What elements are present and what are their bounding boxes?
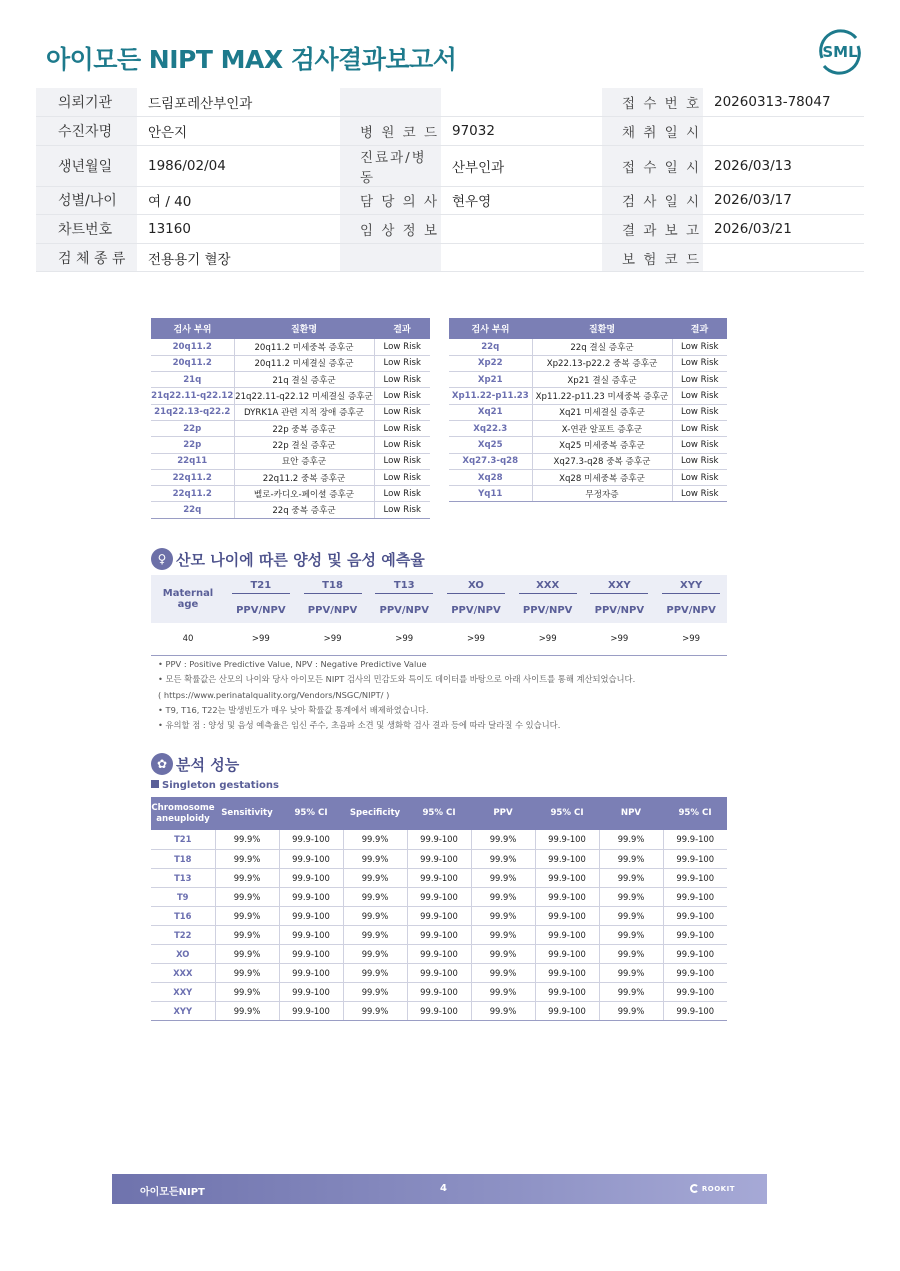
perf-value-cell: 99.9-100 [407, 849, 471, 868]
perf-value-cell: 99.9% [471, 982, 535, 1001]
perf-value-cell: 99.9% [343, 1001, 407, 1020]
table-row [449, 469, 727, 485]
table-row [449, 453, 727, 469]
maternal-age-header: Maternal age [151, 575, 225, 623]
result-cell: Low Risk [374, 420, 430, 436]
col-result: 결과 [374, 318, 430, 339]
info-value [441, 88, 602, 117]
perf-value-cell: 99.9-100 [407, 963, 471, 982]
perf-col-header: NPV [599, 797, 663, 830]
aneuploidy-cell: T18 [151, 849, 215, 868]
patient-info-table [36, 88, 864, 272]
ppv-col-header: XXY [584, 575, 656, 599]
perf-value-cell: 99.9% [343, 906, 407, 925]
info-value: 97032 [441, 117, 602, 146]
table-row [151, 849, 727, 868]
ppv-value: >99 [225, 623, 297, 655]
col-result: 결과 [672, 318, 727, 339]
info-value: 2026/03/13 [703, 145, 864, 186]
perf-value-cell: 99.9-100 [663, 982, 727, 1001]
table-row [151, 469, 430, 485]
ppv-section-title [151, 548, 425, 570]
region-cell: Xp22 [449, 355, 532, 371]
perf-value-cell: 99.9-100 [279, 963, 343, 982]
perf-value-cell: 99.9-100 [663, 830, 727, 849]
perf-section-title [151, 753, 239, 775]
ppv-value: >99 [368, 623, 440, 655]
pregnant-woman-icon: ♀ [151, 548, 173, 570]
info-value: 여 / 40 [137, 186, 340, 215]
table-row [151, 982, 727, 1001]
region-cell: 21q22.13-q22.2 [151, 404, 234, 420]
ppv-value: >99 [584, 623, 656, 655]
region-cell: 20q11.2 [151, 355, 234, 371]
table-row [449, 486, 727, 502]
table-row [151, 925, 727, 944]
perf-value-cell: 99.9% [599, 906, 663, 925]
info-value: 1986/02/04 [137, 145, 340, 186]
table-row [449, 388, 727, 404]
result-cell: Low Risk [672, 372, 727, 388]
result-cell: Low Risk [672, 486, 727, 502]
table-row [151, 388, 430, 404]
perf-value-cell: 99.9-100 [279, 1001, 343, 1020]
perf-value-cell: 99.9-100 [663, 849, 727, 868]
ppv-col-header: T13 [368, 575, 440, 599]
table-row [151, 944, 727, 963]
perf-value-cell: 99.9-100 [279, 849, 343, 868]
table-row [151, 502, 430, 518]
perf-title-text: 분석 성능 [176, 755, 240, 774]
perf-value-cell: 99.9% [215, 963, 279, 982]
region-cell: 22q11.2 [151, 469, 234, 485]
note-line: • 모든 확률값은 산모의 나이와 당사 아이모든 NIPT 검사의 민감도와 특이도 데이터를 바탕으로 아래 사이트를 통해 계산되었습니다. [158, 674, 636, 685]
table-row [151, 420, 430, 436]
region-cell: Xq28 [449, 469, 532, 485]
region-cell: 22p [151, 420, 234, 436]
ppv-npv-label: PPV/NPV [440, 599, 512, 623]
result-cell: Low Risk [374, 469, 430, 485]
perf-value-cell: 99.9% [343, 887, 407, 906]
disease-cell: Xp21 결실 증후군 [532, 372, 672, 388]
info-value [703, 117, 864, 146]
info-value: 2026/03/21 [703, 215, 864, 244]
disease-cell: 21q22.11-q22.12 미세결실 증후군 [234, 388, 374, 404]
ppv-value: >99 [297, 623, 369, 655]
table-row [151, 1001, 727, 1020]
info-row [36, 215, 864, 244]
perf-value-cell: 99.9% [471, 849, 535, 868]
perf-col-header: 95% CI [279, 797, 343, 830]
table-row [151, 963, 727, 982]
perf-value-cell: 99.9% [343, 944, 407, 963]
perf-value-cell: 99.9-100 [279, 830, 343, 849]
perf-col-header: Specificity [343, 797, 407, 830]
table-row [151, 906, 727, 925]
info-label: 접 수 번 호 [602, 88, 703, 117]
info-value: 산부인과 [441, 145, 602, 186]
result-cell: Low Risk [672, 420, 727, 436]
rookit-logo-icon [690, 1184, 699, 1193]
col-region: 검사 부위 [151, 318, 234, 339]
aneuploidy-cell: T13 [151, 868, 215, 887]
table-row [151, 339, 430, 355]
aneuploidy-cell: XXX [151, 963, 215, 982]
perf-col-header: Chromosome aneuploidy [151, 797, 215, 830]
ppv-col-header: T21 [225, 575, 297, 599]
result-cell: Low Risk [672, 339, 727, 355]
region-cell: 22q [151, 502, 234, 518]
aneuploidy-cell: XYY [151, 1001, 215, 1020]
info-label: 진료과/병동 [340, 145, 441, 186]
disease-cell: 무정자증 [532, 486, 672, 502]
result-cell: Low Risk [374, 339, 430, 355]
table-row [449, 404, 727, 420]
perf-value-cell: 99.9-100 [535, 906, 599, 925]
info-value: 현우영 [441, 186, 602, 215]
perf-value-cell: 99.9% [599, 887, 663, 906]
perf-value-cell: 99.9-100 [407, 925, 471, 944]
perf-value-cell: 99.9% [599, 925, 663, 944]
table-row [151, 453, 430, 469]
perf-value-cell: 99.9% [599, 944, 663, 963]
perf-value-cell: 99.9% [215, 1001, 279, 1020]
ppv-npv-label: PPV/NPV [225, 599, 297, 623]
table-row [449, 420, 727, 436]
perf-value-cell: 99.9-100 [535, 982, 599, 1001]
table-row [151, 830, 727, 849]
perf-value-cell: 99.9-100 [663, 887, 727, 906]
info-label: 결 과 보 고 [602, 215, 703, 244]
perf-value-cell: 99.9% [471, 944, 535, 963]
region-cell: 22q11.2 [151, 486, 234, 502]
result-cell: Low Risk [374, 388, 430, 404]
perf-value-cell: 99.9-100 [407, 1001, 471, 1020]
age-value: 40 [151, 623, 225, 655]
region-cell: Xp11.22-p11.23 [449, 388, 532, 404]
perf-value-cell: 99.9% [343, 830, 407, 849]
risk-table-left [151, 318, 430, 519]
ppv-value: >99 [440, 623, 512, 655]
disease-cell: Xq28 미세중복 증후군 [532, 469, 672, 485]
disease-cell: 22q 결실 증후군 [532, 339, 672, 355]
disease-cell: 벨로-카디오-페이셜 증후군 [234, 486, 374, 502]
perf-value-cell: 99.9-100 [663, 906, 727, 925]
disease-cell: Xp11.22-p11.23 미세중복 증후군 [532, 388, 672, 404]
aneuploidy-cell: T9 [151, 887, 215, 906]
result-cell: Low Risk [672, 437, 727, 453]
result-cell: Low Risk [672, 355, 727, 371]
info-value: 전용용기 혈장 [137, 243, 340, 272]
disease-cell: 20q11.2 미세결실 증후군 [234, 355, 374, 371]
perf-value-cell: 99.9-100 [535, 1001, 599, 1020]
perf-col-header: PPV [471, 797, 535, 830]
info-value [441, 215, 602, 244]
aneuploidy-cell: XO [151, 944, 215, 963]
table-row [151, 355, 430, 371]
info-value: 20260313-78047 [703, 88, 864, 117]
info-label [340, 88, 441, 117]
disease-cell: Xp22.13-p22.2 중복 증후군 [532, 355, 672, 371]
table-row [151, 404, 430, 420]
perf-value-cell: 99.9-100 [407, 830, 471, 849]
result-cell: Low Risk [374, 404, 430, 420]
perf-value-cell: 99.9% [471, 887, 535, 906]
disease-cell: Xq25 미세중복 증후군 [532, 437, 672, 453]
ppv-npv-label: PPV/NPV [297, 599, 369, 623]
perf-value-cell: 99.9-100 [279, 868, 343, 887]
ppv-title-text: 산모 나이에 따른 양성 및 음성 예측율 [176, 550, 425, 569]
perf-value-cell: 99.9% [215, 925, 279, 944]
perf-value-cell: 99.9-100 [663, 944, 727, 963]
aneuploidy-cell: T22 [151, 925, 215, 944]
note-line: • T9, T16, T22는 발생빈도가 매우 낮아 확률값 통계에서 배제하였습니다. [158, 704, 429, 715]
region-cell: Xq25 [449, 437, 532, 453]
perf-value-cell: 99.9% [599, 963, 663, 982]
perf-value-cell: 99.9% [343, 963, 407, 982]
ppv-value: >99 [512, 623, 584, 655]
info-value [441, 243, 602, 272]
info-label: 의뢰기관 [36, 88, 137, 117]
perf-value-cell: 99.9-100 [663, 963, 727, 982]
ppv-value: >99 [655, 623, 727, 655]
result-cell: Low Risk [672, 453, 727, 469]
disease-cell: 22q 중복 증후군 [234, 502, 374, 518]
perf-value-cell: 99.9-100 [535, 849, 599, 868]
perf-value-cell: 99.9% [215, 887, 279, 906]
result-cell: Low Risk [374, 486, 430, 502]
result-cell: Low Risk [672, 404, 727, 420]
ppv-col-header: XYY [655, 575, 727, 599]
table-row [151, 887, 727, 906]
info-label: 생년월일 [36, 145, 137, 186]
table-row [449, 372, 727, 388]
performance-table [151, 797, 727, 1021]
col-disease: 질환명 [234, 318, 374, 339]
ppv-table [151, 575, 727, 656]
info-label: 병 원 코 드 [340, 117, 441, 146]
perf-value-cell: 99.9% [215, 982, 279, 1001]
perf-value-cell: 99.9% [471, 925, 535, 944]
info-label: 보 험 코 드 [602, 243, 703, 272]
microscope-icon: ✿ [151, 753, 173, 775]
perf-value-cell: 99.9% [215, 830, 279, 849]
info-label: 담 당 의 사 [340, 186, 441, 215]
perf-col-header: 95% CI [663, 797, 727, 830]
table-row [151, 372, 430, 388]
perf-value-cell: 99.9% [343, 925, 407, 944]
result-cell: Low Risk [672, 388, 727, 404]
result-cell: Low Risk [374, 437, 430, 453]
info-value [703, 243, 864, 272]
aneuploidy-cell: T16 [151, 906, 215, 925]
perf-value-cell: 99.9-100 [407, 887, 471, 906]
info-label: 접 수 일 시 [602, 145, 703, 186]
info-row [36, 117, 864, 146]
perf-value-cell: 99.9-100 [407, 982, 471, 1001]
note-line: ( https://www.perinatalquality.org/Vendors/NSGC/NIPT/ ) [158, 689, 390, 700]
disease-cell: DYRK1A 관련 지적 장애 증후군 [234, 404, 374, 420]
note-line: • PPV : Positive Predictive Value, NPV : Negative Predictive Value [158, 659, 427, 669]
perf-value-cell: 99.9% [343, 868, 407, 887]
region-cell: Xq22.3 [449, 420, 532, 436]
info-value: 13160 [137, 215, 340, 244]
perf-value-cell: 99.9% [471, 830, 535, 849]
disease-cell: 22q11.2 중복 증후군 [234, 469, 374, 485]
region-cell: 22p [151, 437, 234, 453]
result-cell: Low Risk [374, 453, 430, 469]
ppv-notes [158, 657, 635, 733]
perf-value-cell: 99.9% [471, 906, 535, 925]
table-row [449, 355, 727, 371]
info-label: 채 취 일 시 [602, 117, 703, 146]
square-bullet-icon [151, 780, 159, 788]
info-label: 검 체 종 류 [36, 243, 137, 272]
perf-value-cell: 99.9-100 [535, 887, 599, 906]
perf-value-cell: 99.9-100 [279, 906, 343, 925]
perf-value-cell: 99.9-100 [663, 925, 727, 944]
info-row [36, 145, 864, 186]
ppv-npv-label: PPV/NPV [368, 599, 440, 623]
perf-value-cell: 99.9-100 [279, 982, 343, 1001]
disease-cell: Xq27.3-q28 중복 증후군 [532, 453, 672, 469]
disease-cell: 22p 결실 증후군 [234, 437, 374, 453]
aneuploidy-cell: T21 [151, 830, 215, 849]
footer-brand-right: ROOKIT [690, 1184, 735, 1193]
perf-value-cell: 99.9-100 [535, 944, 599, 963]
page-number: 4 [440, 1183, 447, 1194]
result-cell: Low Risk [374, 502, 430, 518]
perf-col-header: 95% CI [535, 797, 599, 830]
perf-value-cell: 99.9% [215, 868, 279, 887]
result-cell: Low Risk [672, 469, 727, 485]
ppv-npv-label: PPV/NPV [512, 599, 584, 623]
footer-brand-left: 아이모든NIPT [140, 1187, 205, 1198]
perf-value-cell: 99.9-100 [279, 944, 343, 963]
perf-value-cell: 99.9% [599, 849, 663, 868]
ppv-npv-label: PPV/NPV [584, 599, 656, 623]
table-row [151, 868, 727, 887]
col-disease: 질환명 [532, 318, 672, 339]
singleton-subtitle: Singleton gestations [151, 780, 279, 791]
info-value: 드림포레산부인과 [137, 88, 340, 117]
region-cell: 20q11.2 [151, 339, 234, 355]
region-cell: Yq11 [449, 486, 532, 502]
perf-value-cell: 99.9% [471, 963, 535, 982]
perf-col-header: Sensitivity [215, 797, 279, 830]
info-label: 성별/나이 [36, 186, 137, 215]
note-line: • 유의할 점 : 양성 및 음성 예측율은 임신 주수, 초음파 소견 및 생화학 검사 결과 등에 따라 달라질 수 있습니다. [158, 720, 561, 731]
info-label: 수진자명 [36, 117, 137, 146]
perf-value-cell: 99.9% [215, 849, 279, 868]
region-cell: Xp21 [449, 372, 532, 388]
info-row [36, 186, 864, 215]
perf-value-cell: 99.9-100 [535, 868, 599, 887]
info-row [36, 88, 864, 117]
col-region: 검사 부위 [449, 318, 532, 339]
table-row [449, 437, 727, 453]
perf-value-cell: 99.9-100 [663, 1001, 727, 1020]
perf-value-cell: 99.9-100 [407, 906, 471, 925]
sml-logo-icon [816, 28, 864, 76]
logo-text: SML [822, 43, 858, 61]
perf-value-cell: 99.9-100 [407, 868, 471, 887]
table-row [151, 437, 430, 453]
info-value: 2026/03/17 [703, 186, 864, 215]
perf-col-header: 95% CI [407, 797, 471, 830]
perf-value-cell: 99.9-100 [663, 868, 727, 887]
perf-value-cell: 99.9% [343, 849, 407, 868]
region-cell: 22q [449, 339, 532, 355]
perf-value-cell: 99.9% [599, 1001, 663, 1020]
region-cell: Xq27.3-q28 [449, 453, 532, 469]
perf-value-cell: 99.9% [343, 982, 407, 1001]
info-label: 검 사 일 시 [602, 186, 703, 215]
perf-value-cell: 99.9-100 [535, 830, 599, 849]
result-cell: Low Risk [374, 372, 430, 388]
ppv-col-header: T18 [297, 575, 369, 599]
perf-value-cell: 99.9% [599, 868, 663, 887]
ppv-col-header: XXX [512, 575, 584, 599]
risk-table-right [449, 318, 727, 502]
disease-cell: X-연관 알포트 증후군 [532, 420, 672, 436]
disease-cell: Xq21 미세결실 증후군 [532, 404, 672, 420]
info-label: 임 상 정 보 [340, 215, 441, 244]
page-footer [112, 1174, 767, 1204]
perf-value-cell: 99.9-100 [535, 963, 599, 982]
report-title: 아이모든 NIPT MAX 검사결과보고서 [46, 45, 457, 74]
ppv-col-header: XO [440, 575, 512, 599]
perf-value-cell: 99.9% [599, 982, 663, 1001]
disease-cell: 20q11.2 미세중복 증후군 [234, 339, 374, 355]
region-cell: 21q [151, 372, 234, 388]
info-label: 차트번호 [36, 215, 137, 244]
table-row [151, 486, 430, 502]
region-cell: 22q11 [151, 453, 234, 469]
aneuploidy-cell: XXY [151, 982, 215, 1001]
perf-value-cell: 99.9-100 [279, 925, 343, 944]
disease-cell: 21q 결실 증후군 [234, 372, 374, 388]
perf-value-cell: 99.9% [471, 1001, 535, 1020]
disease-cell: 22p 중복 증후군 [234, 420, 374, 436]
info-value: 안은지 [137, 117, 340, 146]
perf-value-cell: 99.9-100 [535, 925, 599, 944]
perf-value-cell: 99.9% [215, 944, 279, 963]
perf-value-cell: 99.9% [471, 868, 535, 887]
info-row [36, 243, 864, 272]
ppv-npv-label: PPV/NPV [655, 599, 727, 623]
perf-value-cell: 99.9-100 [407, 944, 471, 963]
region-cell: Xq21 [449, 404, 532, 420]
perf-value-cell: 99.9% [599, 830, 663, 849]
info-label [340, 243, 441, 272]
perf-value-cell: 99.9% [215, 906, 279, 925]
perf-value-cell: 99.9-100 [279, 887, 343, 906]
result-cell: Low Risk [374, 355, 430, 371]
region-cell: 21q22.11-q22.12 [151, 388, 234, 404]
disease-cell: 묘안 증후군 [234, 453, 374, 469]
table-row [449, 339, 727, 355]
